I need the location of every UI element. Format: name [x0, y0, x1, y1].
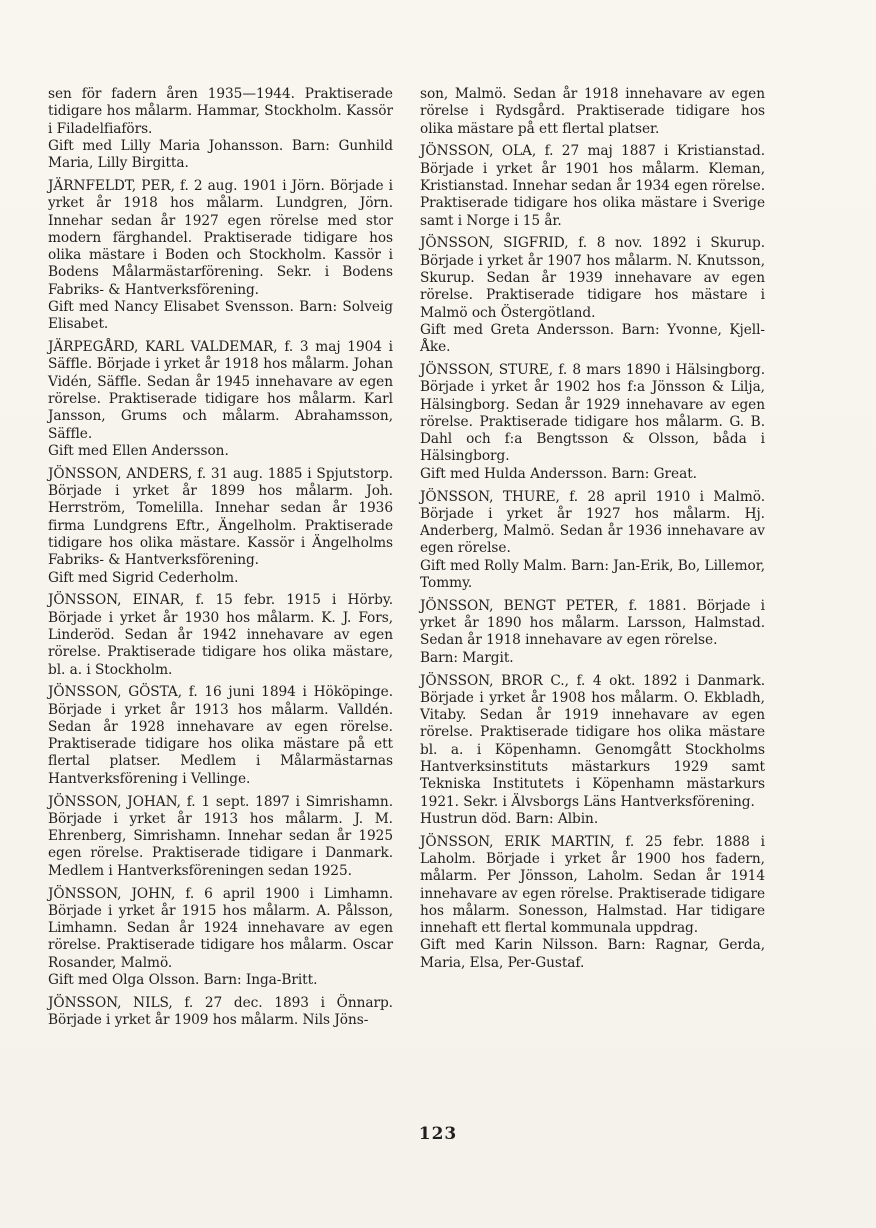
page-number: 123: [418, 1124, 458, 1144]
entry: [48, 684, 393, 788]
entry-text: JÖNSSON, STURE, f. 8 mars 1890 i Hälsingborg. Började i yrket år 1902 hos f:a Jönsson & Lilja, Hälsingborg. Sedan år 1929 innehavare av egen rörelse. Praktiserade tidigare hos målarm. G. B. Dahl och f:a Bengtsson & Olsson, båda i Hälsingborg.: [420, 361, 765, 465]
entry: [420, 235, 765, 356]
entry-family: Hustrun död. Barn: Albin.: [420, 810, 599, 827]
entry: [420, 834, 765, 972]
entry-family: Gift med Karin Nilsson. Barn: Ragnar, Gerda, Maria, Elsa, Per-Gustaf.: [420, 937, 765, 971]
entry-text: JÖNSSON, SIGFRID, f. 8 nov. 1892 i Skurup. Började i yrket år 1907 hos målarm. N. Knutsson, Skurup. Sedan år 1939 innehavare av egen rörelse. Praktiserade tidigare hos mästare i Malmö och Östergötland.: [420, 235, 765, 321]
entry: [48, 995, 393, 1030]
entry-family: Gift med Sigrid Cederholm.: [48, 569, 239, 586]
entry-text: JÖNSSON, ERIK MARTIN, f. 25 febr. 1888 i Laholm. Började i yrket år 1900 hos fadern, målarm. Per Jönsson, Laholm. Sedan år 1914 innehavare av egen rörelse. Praktiserade tidigare hos målarm. Sonesson, Halmstad. Har tidigare innehaft ett flertal kommunala uppdrag.: [420, 833, 765, 937]
entry: [420, 143, 765, 229]
entry-text: son, Malmö. Sedan år 1918 innehavare av egen rörelse i Rydsgård. Praktiserade tidigare hos olika mästare på ett flertal platser.: [420, 86, 765, 137]
entry-family: Gift med Lilly Maria Johansson. Barn: Gunhild Maria, Lilly Birgitta.: [48, 137, 393, 172]
entry-family: Gift med Nancy Elisabet Svensson. Barn: Solveig Elisabet.: [48, 299, 393, 333]
entry: [48, 592, 393, 678]
entry: [48, 86, 393, 172]
entry: [48, 466, 393, 587]
entry-text: sen för fadern åren 1935—1944. Praktiserade tidigare hos målarm. Hammar, Stockholm. Kassör i Filadelfiaförs.: [48, 86, 393, 137]
entry-family: Gift med Ellen Andersson.: [48, 442, 229, 459]
entry-text: JÖNSSON, JOHN, f. 6 april 1900 i Limhamn. Började i yrket år 1915 hos målarm. A. Pålsson, Limhamn. Sedan år 1924 innehavare av egen rörelse. Praktiserade tidigare hos målarm. Oscar Rosander, Malmö.: [48, 885, 393, 971]
entry-text: JÖNSSON, NILS, f. 27 dec. 1893 i Önnarp. Började i yrket år 1909 hos målarm. Nils Jöns-: [48, 994, 393, 1029]
entry-text: JÖNSSON, GÖSTA, f. 16 juni 1894 i Hököpinge. Började i yrket år 1913 hos målarm. Valldén. Sedan år 1928 innehavare av egen rörelse. Praktiserade tidigare hos olika mästare på ett flertal platser. Medlem i Målarmästarnas Hantverksförening i Vellinge.: [48, 684, 393, 787]
entry-text: JÖNSSON, THURE, f. 28 april 1910 i Malmö. Började i yrket år 1927 hos målarm. Hj. Anderberg, Malmö. Sedan år 1936 innehavare av egen rörelse.: [420, 488, 765, 557]
left-column: [48, 86, 393, 1035]
entry-text: JÖNSSON, ANDERS, f. 31 aug. 1885 i Spjutstorp. Började i yrket år 1899 hos målarm. Joh. Herrström, Tomelilla. Innehar sedan år 1936 firma Lundgrens Eftr., Ängelholm. Praktiserade tidigare hos olika mästare. Kassör i Ängelholms Fabriks- & Hantverksförening.: [48, 465, 393, 569]
entry-text: JÖNSSON, EINAR, f. 15 febr. 1915 i Hörby. Började i yrket år 1930 hos målarm. K. J. Fors, Linderöd. Sedan år 1942 innehavare av egen rörelse. Praktiserade tidigare hos olika mästare, bl. a. i Stockholm.: [48, 592, 393, 678]
entry: [420, 362, 765, 483]
entry-family: Barn: Margit.: [420, 649, 514, 666]
entry: [48, 794, 393, 880]
entry: [48, 339, 393, 460]
entry-text: JÖNSSON, BENGT PETER, f. 1881. Började i yrket år 1890 hos målarm. Larsson, Halmstad. Sedan år 1918 innehavare av egen rörelse.: [420, 597, 765, 649]
entry-text: JÖNSSON, OLA, f. 27 maj 1887 i Kristianstad. Började i yrket år 1901 hos målarm. Kleman, Kristianstad. Innehar sedan år 1934 egen rörelse. Praktiserade tidigare hos olika mästare i Sverige samt i Norge i 15 år.: [420, 143, 765, 229]
entry-family: Gift med Olga Olsson. Barn: Inga-Britt.: [48, 972, 318, 989]
entry-family: Gift med Rolly Malm. Barn: Jan-Erik, Bo, Lillemor, Tommy.: [420, 557, 766, 592]
entry-family: Gift med Greta Andersson. Barn: Yvonne, Kjell-Åke.: [420, 321, 765, 356]
entry-text: JÖNSSON, JOHAN, f. 1 sept. 1897 i Simrishamn. Började i yrket år 1913 hos målarm. J. M. Ehrenberg, Simrishamn. Innehar sedan år 1925 egen rörelse. Praktiserade tidigare i Danmark. Medlem i Hantverksföreningen sedan 1925.: [48, 793, 393, 879]
entry: [420, 598, 765, 667]
entry-text: JÄRPEGÅRD, KARL VALDEMAR, f. 3 maj 1904 i Säffle. Började i yrket år 1918 hos målarm. Johan Vidén, Säffle. Sedan år 1945 innehavare av egen rörelse. Praktiserade tidigare hos målarm. Karl Jansson, Grums och målarm. Abrahamsson, Säffle.: [48, 339, 393, 442]
entry: [420, 673, 765, 829]
entry: [420, 86, 765, 138]
entry-text: JÖNSSON, BROR C., f. 4 okt. 1892 i Danmark. Började i yrket år 1908 hos målarm. O. Ekbladh, Vitaby. Sedan år 1919 innehavare av egen rörelse. Praktiserade tidigare hos olika mästare bl. a. i Köpenhamn. Genomgått Stockholms Hantverksinstituts mästarkurs 1929 samt Tekniska Institutets i Köpenhamn mästarkurs 1921. Sekr. i Älvsborgs Läns Hantverksförening.: [420, 672, 765, 810]
right-column: [420, 86, 765, 978]
entry: [420, 489, 765, 593]
entry-text: JÄRNFELDT, PER, f. 2 aug. 1901 i Jörn. Började i yrket år 1918 hos målarm. Lundgren, Jörn. Innehar sedan år 1927 egen rörelse med stor modern färghandel. Praktiserade tidigare hos olika mästare i Boden och Stockholm. Kassör i Bodens Målarmästarförening. Sekr. i Bodens Fabriks- & Hantverksförening.: [48, 177, 393, 298]
entry: [48, 886, 393, 990]
entry: [48, 178, 393, 334]
entry-family: Gift med Hulda Andersson. Barn: Great.: [420, 465, 697, 482]
